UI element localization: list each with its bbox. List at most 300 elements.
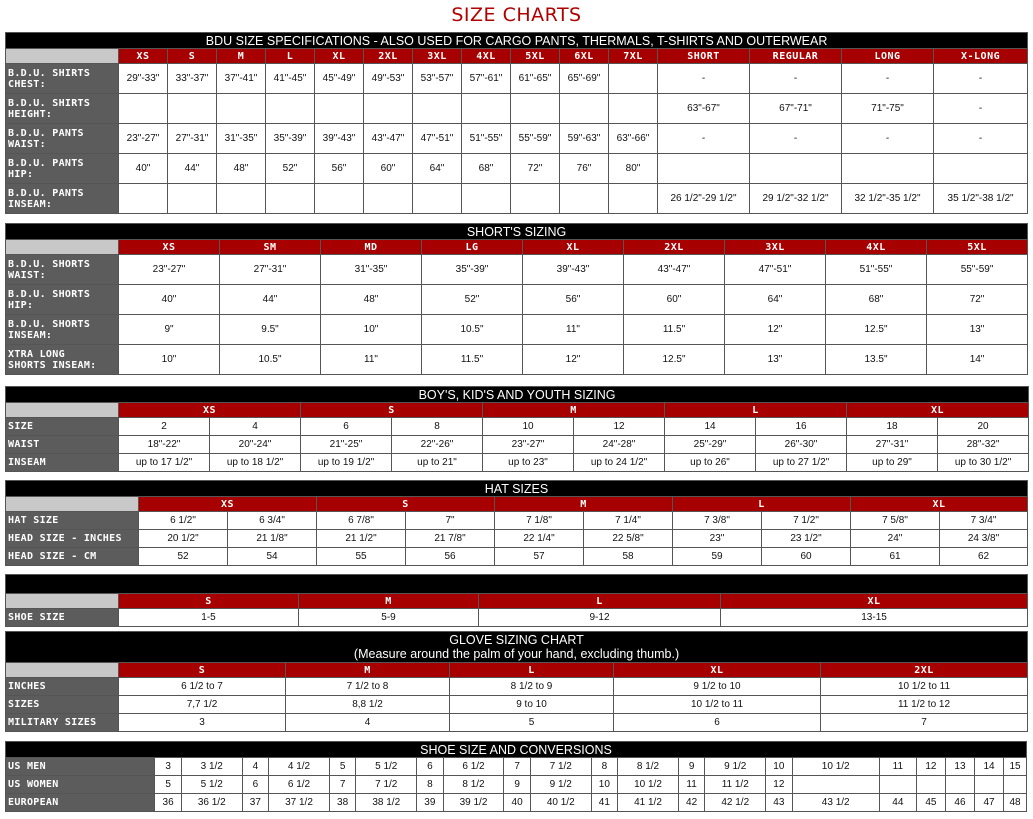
table-row bbox=[6, 154, 1028, 184]
table-cell: 6 bbox=[417, 758, 443, 776]
table-cell: 5-9 bbox=[299, 609, 479, 627]
table-cell: 38 1/2 bbox=[356, 794, 417, 812]
table-cell: 71"-75" bbox=[842, 94, 934, 124]
row-label-text: WAIST bbox=[8, 439, 40, 450]
table-cell: 23 1/2" bbox=[762, 530, 851, 548]
table-cell: 44" bbox=[168, 154, 217, 184]
table-cell bbox=[315, 184, 364, 214]
row-label bbox=[6, 776, 155, 794]
table-cell bbox=[945, 776, 974, 794]
table-cell: 9 to 10 bbox=[450, 696, 614, 714]
table-cell bbox=[266, 94, 315, 124]
table-cell: 5 bbox=[155, 776, 181, 794]
size-header-m: M bbox=[217, 49, 266, 64]
header-blank bbox=[6, 49, 119, 64]
row-label bbox=[6, 64, 119, 94]
youth-header-row bbox=[6, 403, 1029, 418]
table-cell: 8 bbox=[417, 776, 443, 794]
row-label bbox=[6, 714, 119, 732]
size-header-short: SHORT bbox=[658, 49, 750, 64]
row-label bbox=[6, 512, 139, 530]
table-cell: 60" bbox=[624, 285, 725, 315]
size-header-m: M bbox=[286, 663, 450, 678]
table-cell: 24"-28" bbox=[574, 436, 665, 454]
size-header-xl: XL bbox=[614, 663, 821, 678]
table-cell: 41"-45" bbox=[266, 64, 315, 94]
table-cell bbox=[658, 154, 750, 184]
row-label bbox=[6, 794, 155, 812]
header-blank bbox=[6, 497, 139, 512]
table-cell: up to 17 1/2" bbox=[119, 454, 210, 472]
table-cell: 21 7/8" bbox=[406, 530, 495, 548]
table-cell: - bbox=[658, 124, 750, 154]
table-cell: 65"-69" bbox=[560, 64, 609, 94]
table-cell: 2 bbox=[119, 418, 210, 436]
table-cell: 61 bbox=[851, 548, 940, 566]
table-cell: 76" bbox=[560, 154, 609, 184]
table-row bbox=[6, 285, 1028, 315]
table-row bbox=[6, 345, 1028, 375]
size-header-xl: XL bbox=[847, 403, 1029, 418]
row-label-text: B.D.U. PANTS WAIST: bbox=[8, 127, 84, 150]
table-cell: 11" bbox=[321, 345, 422, 375]
row-label-text: INCHES bbox=[8, 681, 46, 692]
row-label-text: HAT SIZE bbox=[8, 515, 59, 526]
table-cell bbox=[1004, 776, 1027, 794]
table-cell: up to 29" bbox=[847, 454, 938, 472]
row-label-text: B.D.U. PANTS INSEAM: bbox=[8, 187, 84, 210]
table-row bbox=[6, 696, 1028, 714]
row-label bbox=[6, 184, 119, 214]
table-cell: 7,7 1/2 bbox=[119, 696, 286, 714]
table-cell: 12 bbox=[916, 758, 945, 776]
row-label bbox=[6, 315, 119, 345]
table-cell: 40" bbox=[119, 154, 168, 184]
table-row bbox=[6, 184, 1028, 214]
row-label bbox=[6, 285, 119, 315]
size-header-xs: XS bbox=[119, 49, 168, 64]
table-cell: 72" bbox=[927, 285, 1028, 315]
table-cell: 27"-31" bbox=[220, 255, 321, 285]
table-cell: 7 3/8" bbox=[673, 512, 762, 530]
table-row bbox=[6, 512, 1028, 530]
table-cell: 8 1/2 to 9 bbox=[450, 678, 614, 696]
table-cell: 48" bbox=[321, 285, 422, 315]
size-header-m: M bbox=[299, 594, 479, 609]
table-cell: 52" bbox=[266, 154, 315, 184]
glove-subtitle: (Measure around the palm of your hand, excluding thumb.) bbox=[353, 647, 680, 661]
table-cell: 10 1/2 to 11 bbox=[614, 696, 821, 714]
table-cell: 12 bbox=[574, 418, 665, 436]
table-row bbox=[6, 94, 1028, 124]
table-cell: 57"-61" bbox=[462, 64, 511, 94]
table-cell: 3 bbox=[155, 758, 181, 776]
table-cell: 7" bbox=[406, 512, 495, 530]
table-cell: - bbox=[934, 64, 1028, 94]
table-row bbox=[6, 776, 1027, 794]
table-cell: 38 bbox=[329, 794, 355, 812]
row-label-text: HEAD SIZE - CM bbox=[8, 551, 97, 562]
table-cell bbox=[879, 776, 916, 794]
table-cell: 45 bbox=[916, 794, 945, 812]
table-cell: up to 30 1/2" bbox=[938, 454, 1029, 472]
table-cell: 12.5" bbox=[624, 345, 725, 375]
table-cell: 27"-31" bbox=[847, 436, 938, 454]
table-cell: 26 1/2"-29 1/2" bbox=[658, 184, 750, 214]
table-cell: 10 bbox=[483, 418, 574, 436]
size-header-s: S bbox=[119, 594, 299, 609]
table-cell: 22 5/8" bbox=[584, 530, 673, 548]
table-cell: 36 1/2 bbox=[181, 794, 242, 812]
table-cell: 39 bbox=[417, 794, 443, 812]
table-cell: 11 bbox=[879, 758, 916, 776]
table-cell: 63"-67" bbox=[658, 94, 750, 124]
table-cell: 5 bbox=[329, 758, 355, 776]
table-cell: 18 bbox=[847, 418, 938, 436]
shorts-title: SHORT'S SIZING bbox=[6, 224, 1028, 240]
row-label bbox=[6, 678, 119, 696]
table-cell bbox=[934, 154, 1028, 184]
table-cell: 11" bbox=[523, 315, 624, 345]
table-cell: up to 19 1/2" bbox=[301, 454, 392, 472]
table-cell: 45"-49" bbox=[315, 64, 364, 94]
table-cell: 49"-53" bbox=[364, 64, 413, 94]
table-cell bbox=[750, 154, 842, 184]
table-cell: 7 1/2" bbox=[762, 512, 851, 530]
table-cell bbox=[560, 184, 609, 214]
header-blank bbox=[6, 240, 119, 255]
table-cell: 8 1/2 bbox=[443, 776, 504, 794]
row-label-text: B.D.U. SHORTS HIP: bbox=[8, 288, 91, 311]
table-cell: 18"-22" bbox=[119, 436, 210, 454]
table-cell: up to 18 1/2" bbox=[210, 454, 301, 472]
bdu-size-table bbox=[5, 32, 1028, 214]
table-cell: 5 1/2 bbox=[181, 776, 242, 794]
table-cell: 10.5" bbox=[422, 315, 523, 345]
table-cell bbox=[168, 94, 217, 124]
size-header-xl: XL bbox=[523, 240, 624, 255]
row-label bbox=[6, 418, 119, 436]
table-cell: 12" bbox=[725, 315, 826, 345]
table-cell bbox=[975, 776, 1004, 794]
table-cell: 43 1/2 bbox=[792, 794, 879, 812]
table-cell: 59 bbox=[673, 548, 762, 566]
table-cell: 41 bbox=[591, 794, 617, 812]
size-header-3xl: 3XL bbox=[413, 49, 462, 64]
table-cell bbox=[462, 184, 511, 214]
table-cell: - bbox=[842, 124, 934, 154]
table-row bbox=[6, 454, 1029, 472]
table-cell: 10 1/2 to 11 bbox=[821, 678, 1028, 696]
table-cell: up to 27 1/2" bbox=[756, 454, 847, 472]
row-label-text: EUROPEAN bbox=[8, 797, 59, 808]
shoe-conversion-table bbox=[5, 741, 1027, 812]
table-cell bbox=[217, 184, 266, 214]
table-cell bbox=[462, 94, 511, 124]
row-label-text: XTRA LONG SHORTS INSEAM: bbox=[8, 348, 97, 371]
table-cell: 44" bbox=[220, 285, 321, 315]
table-cell: 20"-24" bbox=[210, 436, 301, 454]
row-label-text: B.D.U. SHORTS INSEAM: bbox=[8, 318, 91, 341]
table-cell: 33"-37" bbox=[168, 64, 217, 94]
size-header-l: L bbox=[450, 663, 614, 678]
glove-title: GLOVE SIZING CHART bbox=[449, 633, 584, 647]
table-cell: 22"-26" bbox=[392, 436, 483, 454]
glove-title-cell bbox=[6, 632, 1028, 663]
table-cell bbox=[511, 184, 560, 214]
size-header-md: MD bbox=[321, 240, 422, 255]
youth-size-table bbox=[5, 386, 1029, 472]
table-cell bbox=[560, 94, 609, 124]
size-header-6xl: 6XL bbox=[560, 49, 609, 64]
bdu-title: BDU SIZE SPECIFICATIONS - ALSO USED FOR CARGO PANTS, THERMALS, T-SHIRTS AND OUTERWEAR bbox=[6, 33, 1028, 49]
table-cell: 64" bbox=[413, 154, 462, 184]
row-label-text: US MEN bbox=[8, 761, 46, 772]
table-cell bbox=[119, 184, 168, 214]
table-cell: 40 1/2 bbox=[530, 794, 591, 812]
table-cell: 55"-59" bbox=[927, 255, 1028, 285]
row-label-text: SIZE bbox=[8, 421, 34, 432]
size-header-xl: XL bbox=[851, 497, 1028, 512]
row-label-text: SIZES bbox=[8, 699, 40, 710]
table-row bbox=[6, 794, 1027, 812]
table-cell: 61"-65" bbox=[511, 64, 560, 94]
row-label bbox=[6, 609, 119, 627]
table-cell: 3 1/2 bbox=[181, 758, 242, 776]
table-cell: 6 bbox=[301, 418, 392, 436]
page-title: SIZE CHARTS bbox=[451, 4, 582, 26]
table-cell bbox=[842, 154, 934, 184]
table-cell bbox=[413, 184, 462, 214]
table-cell: 7 bbox=[504, 758, 530, 776]
table-cell: 43 bbox=[766, 794, 792, 812]
table-row bbox=[6, 124, 1028, 154]
bdu-header-row bbox=[6, 49, 1028, 64]
table-cell: 6 1/2 bbox=[443, 758, 504, 776]
header-blank bbox=[6, 403, 119, 418]
shorts-header-row bbox=[6, 240, 1028, 255]
table-cell: 43"-47" bbox=[624, 255, 725, 285]
table-cell: 11 1/2 to 12 bbox=[821, 696, 1028, 714]
table-cell: 10 bbox=[766, 758, 792, 776]
table-cell: 7 1/2 bbox=[356, 776, 417, 794]
row-label-text: SHOE SIZE bbox=[8, 612, 65, 623]
table-cell: 5 1/2 bbox=[356, 758, 417, 776]
table-cell: 6 bbox=[614, 714, 821, 732]
table-cell: 10 bbox=[591, 776, 617, 794]
table-cell: 21 1/8" bbox=[228, 530, 317, 548]
table-cell: 9-12 bbox=[479, 609, 721, 627]
table-cell: 7 1/2 bbox=[530, 758, 591, 776]
table-cell: 15 bbox=[1004, 758, 1027, 776]
table-cell: 31"-35" bbox=[321, 255, 422, 285]
table-cell: 56" bbox=[315, 154, 364, 184]
size-header-s: S bbox=[317, 497, 495, 512]
table-cell bbox=[916, 776, 945, 794]
table-cell: - bbox=[750, 124, 842, 154]
table-cell bbox=[364, 94, 413, 124]
size-header-s: S bbox=[168, 49, 217, 64]
row-label-text: INSEAM bbox=[8, 457, 46, 468]
row-label bbox=[6, 124, 119, 154]
table-row bbox=[6, 678, 1028, 696]
size-header-4xl: 4XL bbox=[462, 49, 511, 64]
table-cell: 22 1/4" bbox=[495, 530, 584, 548]
table-cell: 23" bbox=[673, 530, 762, 548]
shoe-header-row bbox=[6, 594, 1028, 609]
table-cell: 47 bbox=[975, 794, 1004, 812]
table-cell: 80" bbox=[609, 154, 658, 184]
table-cell: 56" bbox=[523, 285, 624, 315]
size-header-xl: XL bbox=[721, 594, 1028, 609]
table-cell: 4 bbox=[242, 758, 268, 776]
table-cell: 9" bbox=[119, 315, 220, 345]
table-cell: up to 21" bbox=[392, 454, 483, 472]
table-cell: up to 26" bbox=[665, 454, 756, 472]
table-cell: 39"-43" bbox=[315, 124, 364, 154]
table-row bbox=[6, 255, 1028, 285]
row-label-text: B.D.U. SHIRTS CHEST: bbox=[8, 67, 91, 90]
table-row bbox=[6, 758, 1027, 776]
table-cell: 52 bbox=[139, 548, 228, 566]
table-cell: 59"-63" bbox=[560, 124, 609, 154]
table-cell: 4 bbox=[286, 714, 450, 732]
glove-header-row bbox=[6, 663, 1028, 678]
table-cell: 42 1/2 bbox=[705, 794, 766, 812]
table-cell: 21 1/2" bbox=[317, 530, 406, 548]
table-row bbox=[6, 436, 1029, 454]
table-cell bbox=[511, 94, 560, 124]
table-cell: 28"-32" bbox=[938, 436, 1029, 454]
size-header-xl: XL bbox=[315, 49, 364, 64]
table-cell: 41 1/2 bbox=[618, 794, 679, 812]
table-cell: 10.5" bbox=[220, 345, 321, 375]
hats-header-row bbox=[6, 497, 1028, 512]
table-cell: 44 bbox=[879, 794, 916, 812]
size-header-5xl: 5XL bbox=[927, 240, 1028, 255]
table-cell: 9 bbox=[504, 776, 530, 794]
size-header-xs: XS bbox=[139, 497, 317, 512]
table-cell: 48" bbox=[217, 154, 266, 184]
table-cell: 8 bbox=[591, 758, 617, 776]
table-cell bbox=[364, 184, 413, 214]
table-cell: 21"-25" bbox=[301, 436, 392, 454]
size-header-2xl: 2XL bbox=[364, 49, 413, 64]
table-cell: 6 1/2 bbox=[269, 776, 330, 794]
table-cell: 31"-35" bbox=[217, 124, 266, 154]
shoe-title bbox=[6, 575, 1028, 594]
glove-size-table bbox=[5, 631, 1028, 732]
table-cell: 68" bbox=[462, 154, 511, 184]
table-cell: 12 bbox=[766, 776, 792, 794]
size-header-4xl: 4XL bbox=[826, 240, 927, 255]
table-cell: 24 3/8" bbox=[940, 530, 1028, 548]
table-cell: 36 bbox=[155, 794, 181, 812]
table-cell: 7 3/4" bbox=[940, 512, 1028, 530]
table-cell: 9 1/2 bbox=[705, 758, 766, 776]
table-cell: 37"-41" bbox=[217, 64, 266, 94]
size-header-2xl: 2XL bbox=[821, 663, 1028, 678]
row-label bbox=[6, 255, 119, 285]
row-label bbox=[6, 548, 139, 566]
table-cell: 7 5/8" bbox=[851, 512, 940, 530]
row-label bbox=[6, 696, 119, 714]
row-label-text: US WOMEN bbox=[8, 779, 59, 790]
table-cell: 9 1/2 bbox=[530, 776, 591, 794]
table-cell: 43"-47" bbox=[364, 124, 413, 154]
table-row bbox=[6, 530, 1028, 548]
table-cell: 37 1/2 bbox=[269, 794, 330, 812]
table-cell: 67"-71" bbox=[750, 94, 842, 124]
table-cell bbox=[217, 94, 266, 124]
table-cell: 39 1/2 bbox=[443, 794, 504, 812]
table-cell: 1-5 bbox=[119, 609, 299, 627]
table-row bbox=[6, 315, 1028, 345]
size-header-regular: REGULAR bbox=[750, 49, 842, 64]
row-label bbox=[6, 154, 119, 184]
table-cell: - bbox=[934, 94, 1028, 124]
table-cell: 29 1/2"-32 1/2" bbox=[750, 184, 842, 214]
size-header-lg: LG bbox=[422, 240, 523, 255]
table-cell bbox=[609, 64, 658, 94]
table-cell: 8 bbox=[392, 418, 483, 436]
table-cell: 37 bbox=[242, 794, 268, 812]
table-cell: 40" bbox=[119, 285, 220, 315]
table-cell: up to 24 1/2" bbox=[574, 454, 665, 472]
table-cell: 10" bbox=[321, 315, 422, 345]
table-cell: 57 bbox=[495, 548, 584, 566]
table-cell: up to 23" bbox=[483, 454, 574, 472]
size-header-2xl: 2XL bbox=[624, 240, 725, 255]
table-cell: 48 bbox=[1004, 794, 1027, 812]
table-cell: 56 bbox=[406, 548, 495, 566]
table-cell: 3 bbox=[119, 714, 286, 732]
table-cell: 10 1/2 bbox=[618, 776, 679, 794]
table-cell: 46 bbox=[945, 794, 974, 812]
table-cell: 13" bbox=[725, 345, 826, 375]
table-cell: 4 1/2 bbox=[269, 758, 330, 776]
table-cell: 60 bbox=[762, 548, 851, 566]
table-cell: 68" bbox=[826, 285, 927, 315]
table-cell: 54 bbox=[228, 548, 317, 566]
table-row bbox=[6, 548, 1028, 566]
table-cell: 32 1/2"-35 1/2" bbox=[842, 184, 934, 214]
table-cell bbox=[609, 94, 658, 124]
row-label bbox=[6, 758, 155, 776]
table-cell: 47"-51" bbox=[413, 124, 462, 154]
row-label bbox=[6, 345, 119, 375]
table-cell: 12" bbox=[523, 345, 624, 375]
shoe-size-table bbox=[5, 574, 1028, 627]
table-cell: 35"-39" bbox=[422, 255, 523, 285]
table-cell: 14" bbox=[927, 345, 1028, 375]
table-row bbox=[6, 714, 1028, 732]
row-label-text: B.D.U. SHIRTS HEIGHT: bbox=[8, 97, 91, 120]
table-cell: 13 bbox=[945, 758, 974, 776]
table-cell: - bbox=[658, 64, 750, 94]
table-cell: 42 bbox=[678, 794, 704, 812]
shorts-size-table bbox=[5, 223, 1028, 375]
table-row bbox=[6, 64, 1028, 94]
table-row bbox=[6, 418, 1029, 436]
table-cell: 20 1/2" bbox=[139, 530, 228, 548]
table-cell bbox=[315, 94, 364, 124]
table-cell: 14 bbox=[665, 418, 756, 436]
table-cell: 13.5" bbox=[826, 345, 927, 375]
size-header-m: M bbox=[495, 497, 673, 512]
hat-size-table bbox=[5, 480, 1028, 566]
table-cell: 12.5" bbox=[826, 315, 927, 345]
